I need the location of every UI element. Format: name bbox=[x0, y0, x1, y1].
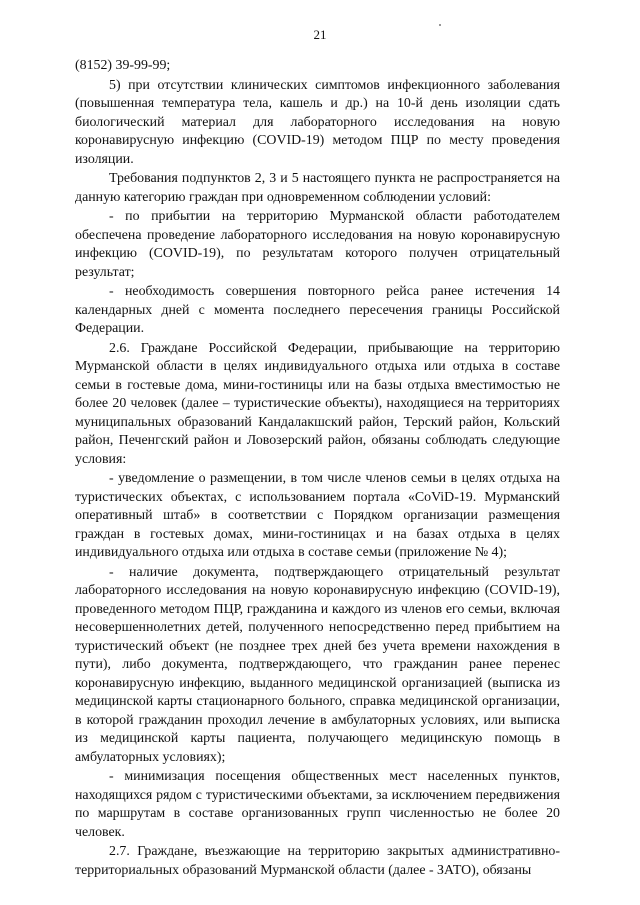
scan-speck bbox=[439, 24, 441, 26]
paragraph: - необходимость совершения повторного рейса ранее истечения 14 календарных дней с момента последнего пересечения границы Российской Федерации. bbox=[75, 284, 560, 336]
paragraph: (8152) 39-99-99; bbox=[75, 58, 171, 73]
body-text bbox=[75, 57, 560, 881]
page-number: 21 bbox=[313, 27, 327, 42]
paragraph: - по прибытии на территорию Мурманской области работодателем обеспечена проведение лабораторного исследования на новую коронавирусную инфекцию (COVID-19), по результатам которого получен отрицательный результат; bbox=[75, 209, 560, 280]
paragraph: - наличие документа, подтверждающего отрицательный результат лабораторного исследования на новую коронавирусную инфекцию (COVID-19), проведенного методом ПЦР, гражданина и каждого из членов его семьи, включая несовершеннолетних детей, полученного непосредственно перед прибытием на туристический объект (не позднее трех дней без учета времени нахождения в пути), либо документа, подтверждающего, что гражданин ранее перенес коронавирусную инфекцию, выданного медицинской организацией (выписка из медицинской карты стационарного больного, справка медицинской организации, в которой гражданин проходил лечение в амбулаторных условиях, или выписка из медицинской карты пациента, получающего медицинскую помощь в амбулаторных условиях); bbox=[75, 564, 560, 765]
paragraph: 2.7. Граждане, въезжающие на территорию закрытых административно-территориальных образований Мурманской области (далее - ЗАТО), обязаны bbox=[75, 844, 560, 878]
paragraph: Требования подпунктов 2, 3 и 5 настоящего пункта не распространяется на данную категорию граждан при одновременном соблюдении условий: bbox=[75, 171, 560, 205]
paragraph: - минимизация посещения общественных мест населенных пунктов, находящихся рядом с туристическими объектами, за исключением передвижения по маршрутам в составе организованных групп численностью не более 20 человек. bbox=[75, 769, 560, 840]
paragraph: 5) при отсутствии клинических симптомов инфекционного заболевания (повышенная температура тела, кашель и др.) на 10-й день изоляции сдать биологический материал для лабораторного исследования на новую коронавирусную инфекцию (COVID-19) методом ПЦР по месту проведения изоляции. bbox=[75, 77, 560, 167]
paragraph: 2.6. Граждане Российской Федерации, прибывающие на территорию Мурманской области в целях индивидуального отдыха или отдыха в составе семьи в гостевые дома, мини-гостиницы или на базы отдыха вместимостью не более 20 человек (далее – туристические объекты), находящиеся на территориях муниципальных образований Кандалакшский район, Терский район, Кольский район, Печенгский район и Ловозерский район, обязаны соблюдать следующие условия: bbox=[75, 340, 560, 467]
paragraph: - уведомление о размещении, в том числе членов семьи в целях отдыха на туристических объектах, с использованием портала «CoViD-19. Мурманский оперативный штаб» в соответствии с Порядком организации размещения граждан в гостевых домах, мини-гостиницах и на базах отдыха в целях индивидуального отдыха или отдыха в составе семьи (приложение № 4); bbox=[75, 471, 560, 560]
